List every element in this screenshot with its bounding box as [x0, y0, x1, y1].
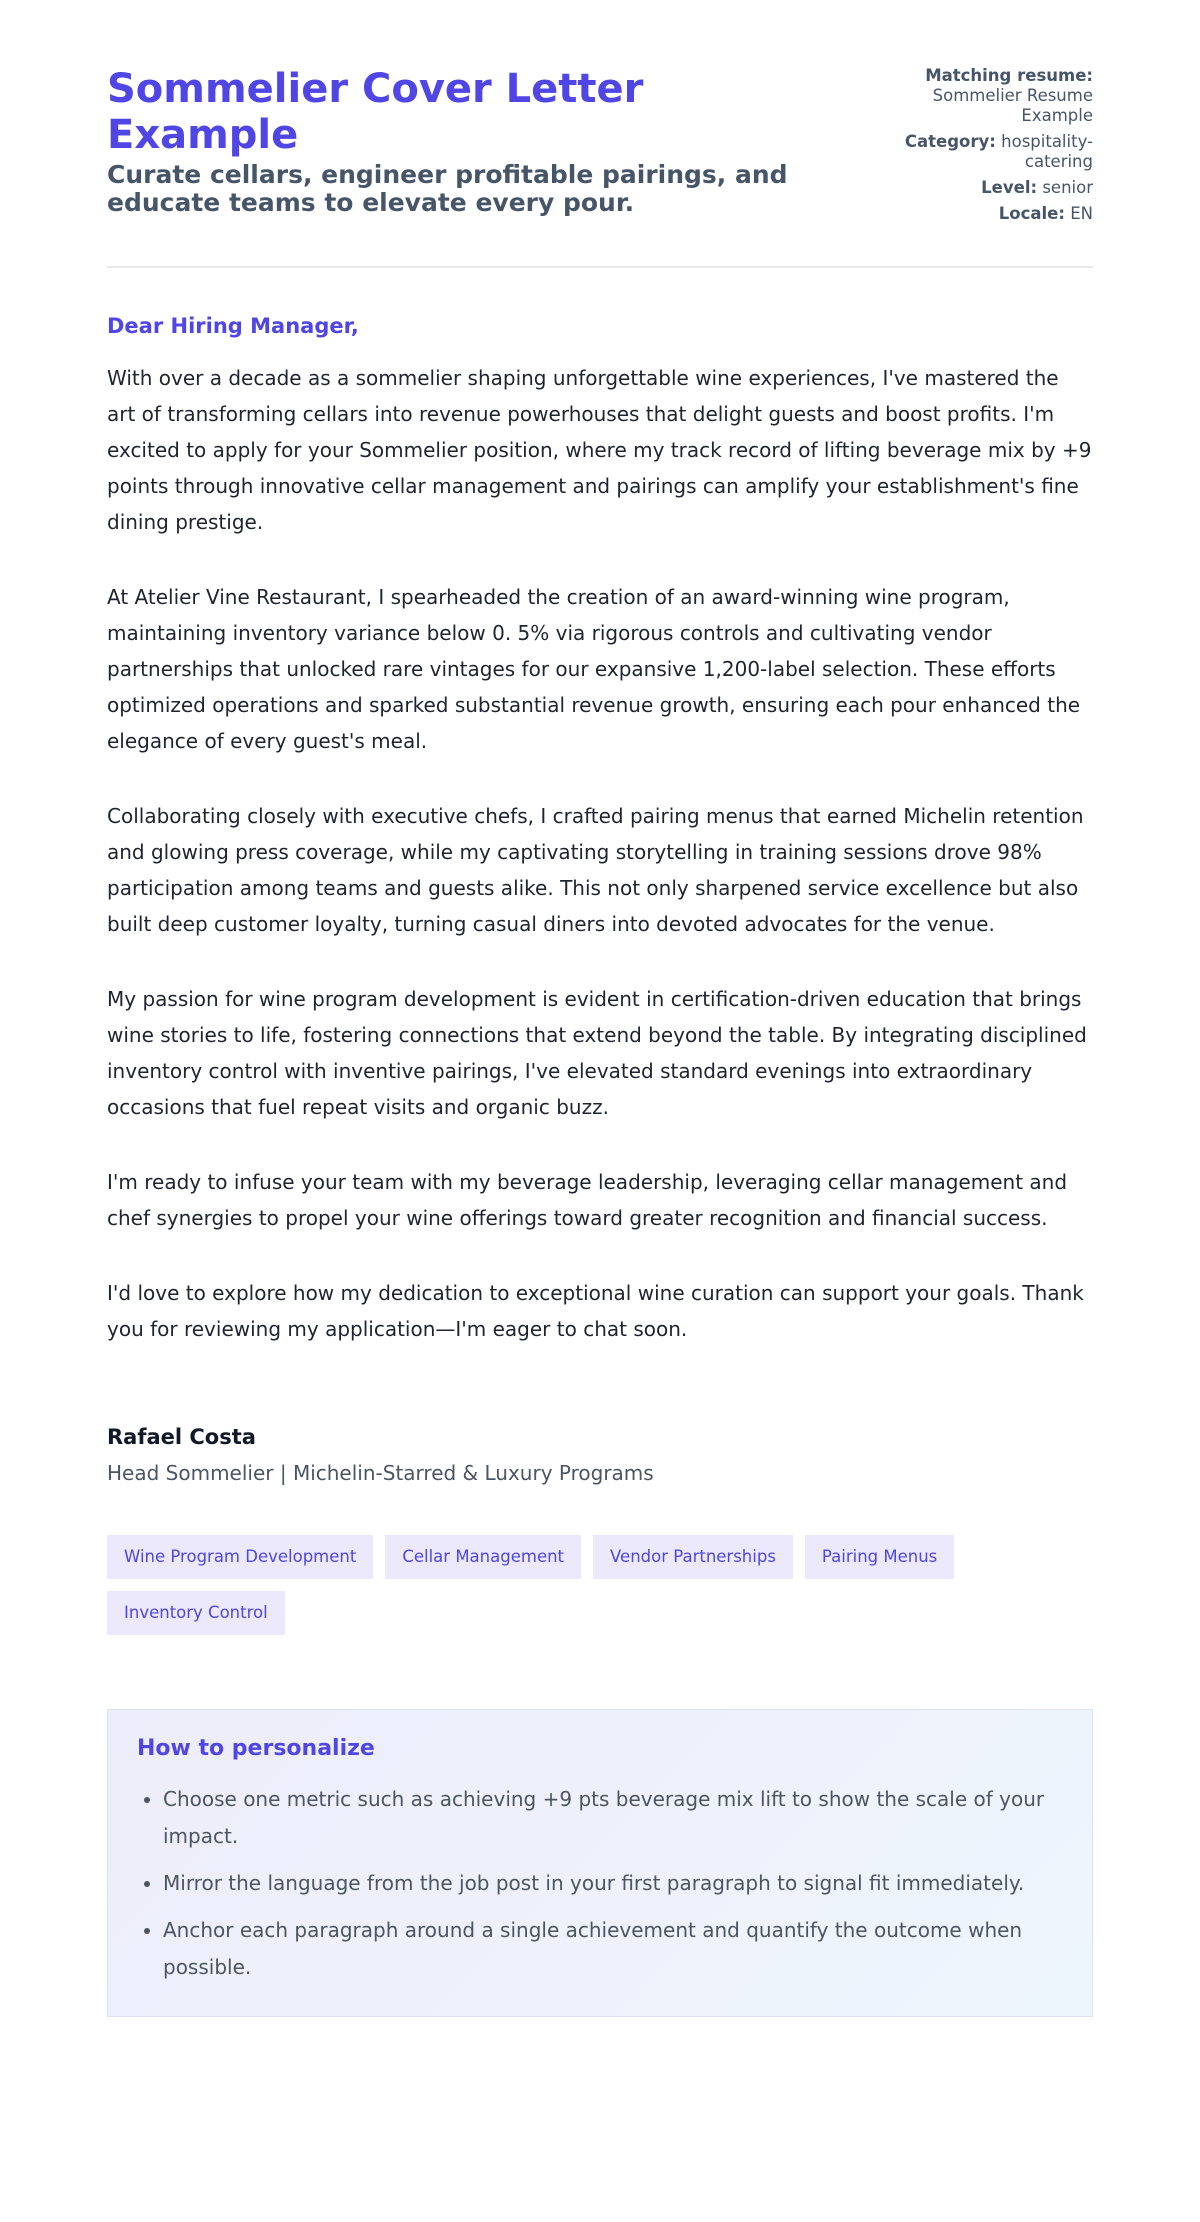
skill-tag: Cellar Management: [385, 1535, 581, 1579]
signature-title: Head Sommelier | Michelin-Starred & Luxury Programs: [107, 1461, 654, 1485]
skill-tag: Pairing Menus: [805, 1535, 954, 1579]
meta-label: Matching resume:: [925, 66, 1093, 85]
page-title: Sommelier Cover Letter Example: [107, 66, 644, 158]
meta-locale: [893, 204, 1093, 224]
header-title-block: [107, 66, 807, 217]
meta-value: Sommelier Resume Example: [932, 86, 1093, 125]
letter-paragraph: With over a decade as a sommelier shaping unforgettable wine experiences, I've mastered the art of transforming cellars into revenue powerhouses that delight guests and boost profits. I'm excited to apply for your Sommelier position, where my track record of lifting beverage mix by +9 points through innovative cellar management and pairings can amplify your establishment's fine dining prestige.: [107, 366, 1092, 534]
skill-tag: Inventory Control: [107, 1591, 285, 1635]
skill-tag: Vendor Partnerships: [593, 1535, 793, 1579]
meta-value: senior: [1042, 178, 1093, 197]
tips-title: How to personalize: [137, 1736, 375, 1761]
tip-item: • Anchor each paragraph around a single achievement and quantify the outcome when possible.: [163, 1912, 1062, 1986]
meta-value: hospitality-catering: [1001, 132, 1093, 171]
page-header: [107, 66, 1093, 268]
letter-paragraph: I'm ready to infuse your team with my beverage leadership, leveraging cellar management and chef synergies to propel your wine offerings toward greater recognition and financial success.: [107, 1170, 1068, 1230]
skill-tag: Wine Program Development: [107, 1535, 373, 1579]
tips-list: [137, 1781, 1062, 1986]
personalize-tips-box: [107, 1709, 1093, 2017]
letter-paragraph: My passion for wine program development is evident in certification-driven education that brings wine stories to life, fostering connections that extend beyond the table. By integrating disciplined inventory control with inventive pairings, I've elevated standard evenings into extraordinary occasions that fuel repeat visits and organic buzz.: [107, 987, 1087, 1119]
meta-label: Level:: [981, 178, 1038, 197]
meta-label: Locale:: [998, 204, 1065, 223]
letter-paragraph: At Atelier Vine Restaurant, I spearheaded the creation of an award-winning wine program, maintaining inventory variance below 0. 5% via rigorous controls and cultivating vendor partnerships that unlocked rare vintages for our expansive 1,200-label selection. These efforts optimized operations and sparked substantial revenue growth, ensuring each pour enhanced the elegance of every guest's meal.: [107, 585, 1081, 753]
tip-item: • Choose one metric such as achieving +9 pts beverage mix lift to show the scale of your impact.: [163, 1781, 1062, 1855]
letter-paragraph: Collaborating closely with executive chefs, I crafted pairing menus that earned Michelin retention and glowing press coverage, while my captivating storytelling in training sessions drove 98% participation among teams and guests alike. This not only sharpened service excellence but also built deep customer loyalty, turning casual diners into devoted advocates for the venue.: [107, 804, 1084, 936]
tip-item: • Mirror the language from the job post in your first paragraph to signal fit immediately.: [163, 1865, 1062, 1902]
meta-category: [893, 132, 1093, 172]
meta-matching-resume: [893, 66, 1093, 126]
skill-tags: [107, 1535, 1007, 1635]
meta-label: Category:: [904, 132, 996, 151]
letter-paragraph: I'd love to explore how my dedication to exceptional wine curation can support your goals. Thank you for reviewing my application—I'm eager to chat soon.: [107, 1281, 1084, 1341]
meta-info: [893, 66, 1093, 230]
meta-level: [893, 178, 1093, 198]
greeting: Dear Hiring Manager,: [107, 314, 359, 338]
signature-name: Rafael Costa: [107, 1425, 256, 1449]
meta-value: EN: [1070, 204, 1093, 223]
page-subtitle: Curate cellars, engineer profitable pairings, and educate teams to elevate every pour.: [107, 160, 788, 217]
